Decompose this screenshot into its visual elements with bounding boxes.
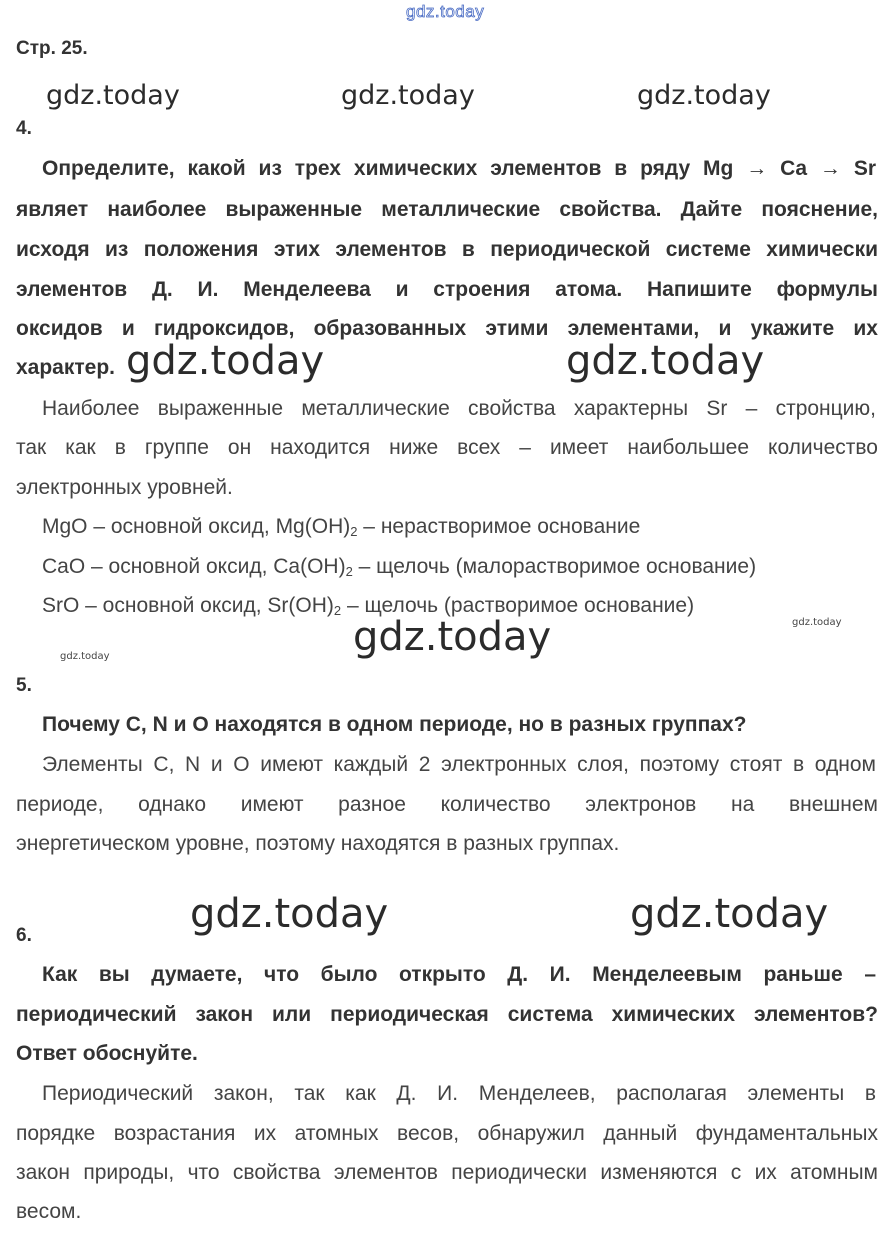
watermark: gdz.today: [126, 338, 325, 384]
answer-5-line: энергетическом уровне, поэтому находятся в разных группах.: [16, 832, 620, 855]
answer-5-line: периоде, однако имеют разное количество электронов на внешнем: [16, 793, 878, 816]
question-4-line: элементов Д. И. Менделеева и строения атома. Напишите формулы: [16, 278, 878, 301]
watermark: gdz.today: [46, 80, 180, 111]
answer-4-line: Наиболее выраженные металлические свойства характерны Sr – стронцию,: [42, 397, 876, 420]
watermark: gdz.today: [341, 80, 475, 111]
watermark: gdz.today: [190, 891, 389, 937]
question-6-line: Как вы думаете, что было открыто Д. И. Менделеевым раньше –: [42, 963, 876, 986]
answer-6-line: Периодический закон, так как Д. И. Менделеев, располагая элементы в: [42, 1082, 876, 1105]
oxide-text: MgO – основной оксид, Mg(OH): [42, 515, 351, 538]
answer-4-line: так как в группе он находится ниже всех – имеет наибольшее количество: [16, 436, 878, 459]
answer-5-line: Элементы C, N и O имеют каждый 2 электронных слоя, поэтому стоят в одном: [42, 753, 876, 776]
oxide-text: CaO – основной оксид, Ca(OH): [42, 555, 346, 578]
oxide-text: – щелочь (растворимое основание): [341, 594, 695, 617]
oxide-line: [42, 555, 756, 579]
answer-6-line: закон природы, что свойства элементов периодически изменяются с их атомным: [16, 1161, 878, 1184]
question-6-line: периодический закон или периодическая система химических элементов?: [16, 1003, 878, 1026]
page-label: Стр. 25.: [16, 38, 88, 59]
oxide-line: [42, 515, 640, 539]
question-4-line: Определите, какой из трех химических элементов в ряду Mg → Ca → Sr: [42, 157, 876, 180]
question-number-6: 6.: [16, 925, 32, 946]
watermark-small: gdz.today: [792, 617, 842, 628]
question-5-text: Почему C, N и O находятся в одном периоде, но в разных группах?: [42, 713, 747, 736]
subscript: 2: [345, 564, 353, 579]
answer-4-line: электронных уровней.: [16, 476, 233, 499]
question-6-line: Ответ обоснуйте.: [16, 1042, 198, 1065]
question-4-line: исходя из положения этих элементов в периодической системе химически: [16, 238, 878, 261]
question-number-4: 4.: [16, 118, 32, 139]
question-4-line: оксидов и гидроксидов, образованных этими элементами, и укажите их: [16, 317, 878, 340]
oxide-text: SrO – основной оксид, Sr(OH): [42, 594, 334, 617]
watermark: gdz.today: [630, 891, 829, 937]
answer-6-line: весом.: [16, 1200, 82, 1223]
watermark-top: gdz.today: [406, 2, 485, 21]
oxide-text: – нерастворимое основание: [357, 515, 641, 538]
answer-6-line: порядке возрастания их атомных весов, обнаружил данный фундаментальных: [16, 1122, 878, 1145]
question-4-line: характер.: [16, 356, 116, 379]
question-4-line: являет наиболее выраженные металлические свойства. Дайте пояснение,: [16, 198, 878, 221]
watermark: gdz.today: [353, 614, 552, 660]
subscript: 2: [350, 524, 358, 539]
question-number-5: 5.: [16, 675, 32, 696]
watermark: gdz.today: [566, 338, 765, 384]
watermark-small: gdz.today: [60, 651, 110, 662]
watermark: gdz.today: [637, 80, 771, 111]
oxide-text: – щелочь (малорастворимое основание): [352, 555, 757, 578]
subscript: 2: [333, 603, 342, 618]
